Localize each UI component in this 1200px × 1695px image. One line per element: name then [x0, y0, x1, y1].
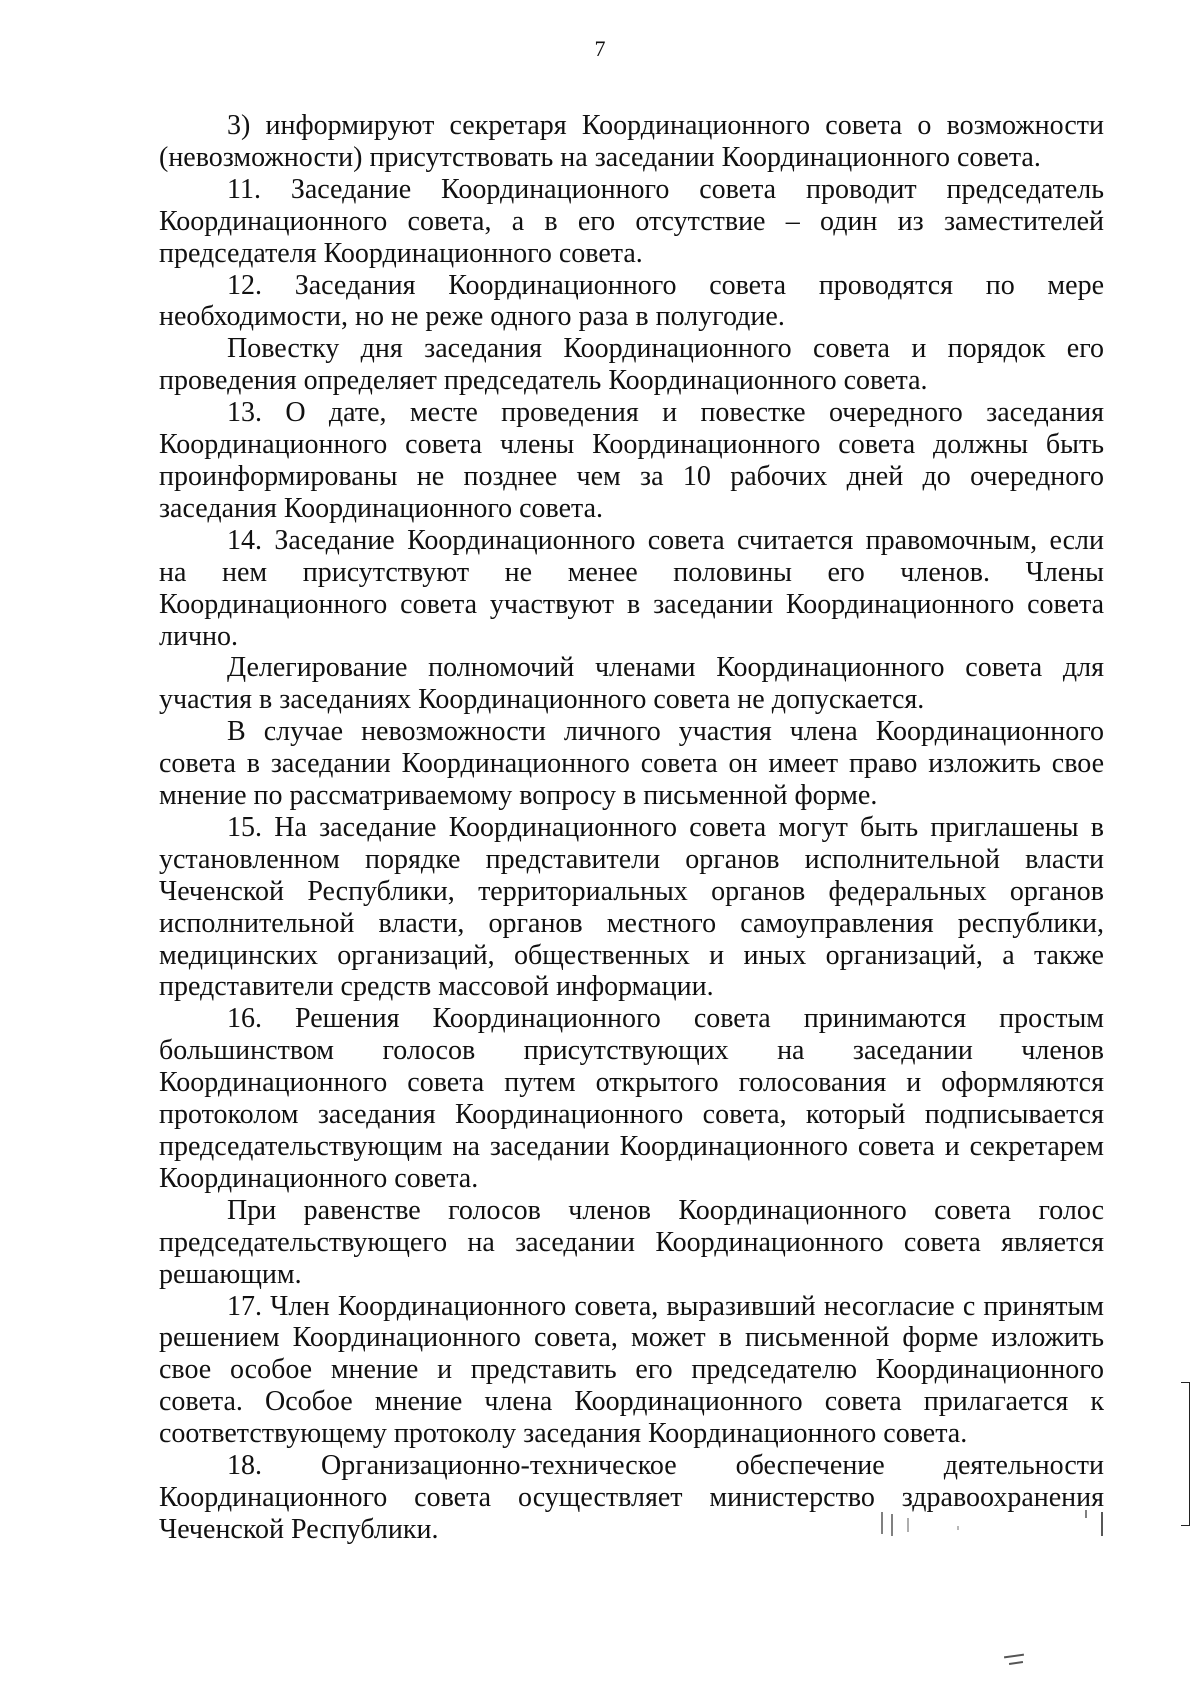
scan-margin-bracket	[1181, 1382, 1190, 1526]
paragraph: В случае невозможности личного участия члена Координационного совета в заседании Координационного совета он имеет право изложить свое мнение по рассматриваемому вопросу в письменной форме.	[159, 716, 1104, 812]
paragraph: 12. Заседания Координационного совета проводятся по мере необходимости, но не реже одного раза в полугодие.	[159, 269, 1104, 333]
page-number: 7	[594, 36, 606, 61]
paragraph: При равенстве голосов членов Координационного совета голос председательствующего на заседании Координационного совета является решающим.	[159, 1194, 1104, 1290]
paragraph: Повестку дня заседания Координационного совета и порядок его проведения определяет председатель Координационного совета.	[159, 333, 1104, 397]
scan-artifact-marks	[880, 1508, 1120, 1538]
paragraph: Делегирование полномочий членами Координационного совета для участия в заседаниях Координационного совета не допускается.	[159, 652, 1104, 716]
paragraph: 3) информируют секретаря Координационного совета о возможности (невозможности) присутствовать на заседании Координационного совета.	[159, 110, 1104, 173]
paragraph: 17. Член Координационного совета, выразивший несогласие с принятым решением Координационного совета, может в письменной форме изложить свое особое мнение и представить его председателю Координационного совета. Особое мнение члена Координационного совета прилагается к соответствующему протоколу заседания Координационного совета.	[159, 1290, 1104, 1450]
paragraph: 14. Заседание Координационного совета считается правомочным, если на нем присутствуют не менее половины его членов. Члены Координационного совета участвуют в заседании Координационного совета лично.	[159, 524, 1104, 652]
document-body	[159, 110, 1104, 1546]
paragraph: 15. На заседание Координационного совета могут быть приглашены в установленном порядке представители органов исполнительной власти Чеченской Республики, территориальных органов федеральных органов исполнительной власти, органов местного самоуправления республики, медицинских организаций, общественных и иных организаций, а также представители средств массовой информации.	[159, 811, 1104, 1003]
paragraph: 16. Решения Координационного совета принимаются простым большинством голосов присутствующих на заседании членов Координационного совета путем открытого голосования и оформляются протоколом заседания Координационного совета, который подписывается председательствующим на заседании Координационного совета и секретарем Координационного совета.	[159, 1003, 1104, 1194]
paragraph: 13. О дате, месте проведения и повестке очередного заседания Координационного совета члены Координационного совета должны быть проинформированы не позднее чем за 10 рабочих дней до очередного заседания Координационного совета.	[159, 397, 1104, 524]
paragraph: 11. Заседание Координационного совета проводит председатель Координационного совета, а в его отсутствие – один из заместителей председателя Координационного совета.	[159, 173, 1104, 269]
scan-mark	[1009, 1661, 1023, 1665]
paragraph: 18. Организационно-техническое обеспечение деятельности Координационного совета осуществляет министерство здравоохранения Чеченской Республики.	[159, 1450, 1104, 1545]
scan-mark	[1004, 1654, 1024, 1659]
